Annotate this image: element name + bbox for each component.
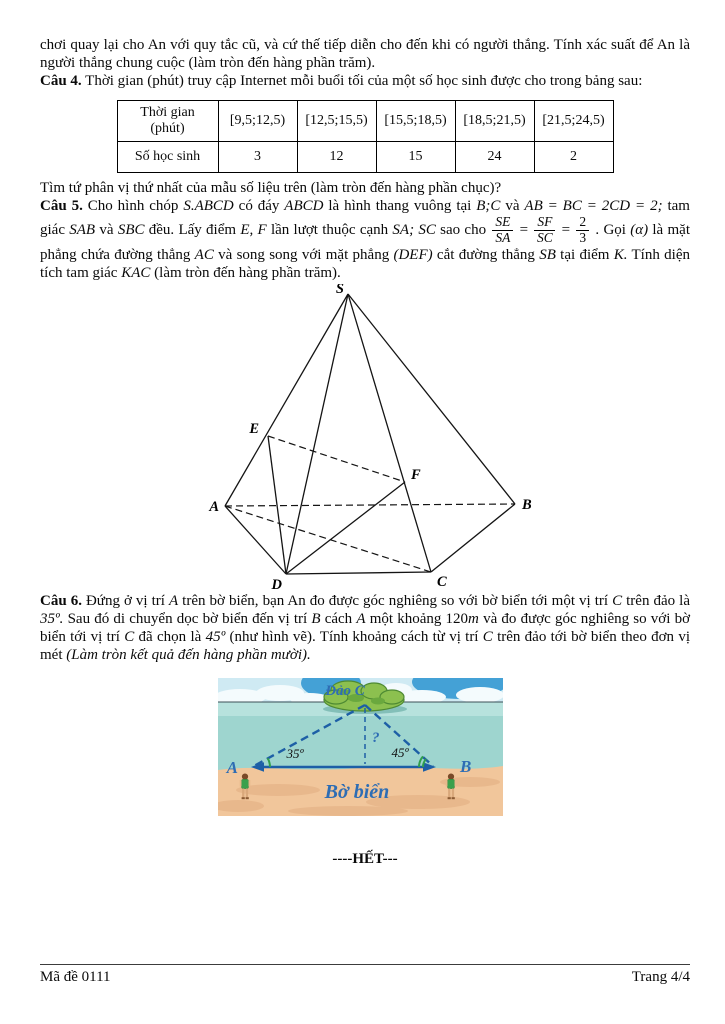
table-interval-cell: [18,5;21,5) — [455, 101, 534, 142]
angle-a-label: 35º — [286, 745, 304, 761]
page-footer — [40, 964, 690, 986]
page-content — [40, 36, 690, 868]
vertex-label-f: F — [411, 466, 421, 483]
table-count-cell: 3 — [218, 142, 297, 173]
table-interval-cell: [15,5;18,5) — [376, 101, 455, 142]
table-count-cell: 2 — [534, 142, 613, 173]
table-count-cell: 24 — [455, 142, 534, 173]
table-interval-cell: [9,5;12,5) — [218, 101, 297, 142]
beach-illustration — [218, 678, 690, 816]
table-header-label: Thời gian (phút) — [117, 101, 218, 142]
vertex-label-s: S — [335, 283, 344, 297]
vertex-label-c: C — [437, 573, 447, 590]
cau4-paragraph: Câu 4. Thời gian (phút) truy cập Internet mỗi buổi tối của một số học sinh được cho trong bảng sau: — [40, 73, 643, 89]
table-count-cell: 15 — [376, 142, 455, 173]
vertex-label-a: A — [209, 498, 219, 515]
island-label: Đảo C — [325, 682, 365, 699]
table-row — [117, 142, 613, 173]
table-row-label: Số học sinh — [117, 142, 218, 173]
question-mark-label: ? — [372, 729, 380, 746]
table-count-cell: 12 — [297, 142, 376, 173]
table-row — [117, 101, 613, 142]
page-number: Trang 4/4 — [631, 969, 690, 985]
angle-b-label: 45º — [391, 744, 409, 760]
vertex-label-b: B — [522, 496, 532, 513]
cau4-question: Tìm tứ phân vị thứ nhất của mẫu số liệu trên (làm tròn đến hàng phần chục)? — [40, 180, 502, 196]
point-a-label: A — [226, 757, 238, 777]
exam-code: Mã đề 0111 — [40, 969, 111, 985]
pyramid-figure — [195, 284, 690, 592]
beach-svg — [218, 678, 503, 816]
point-b-label: B — [460, 756, 472, 776]
shore-label: Bờ biển — [324, 780, 390, 803]
intro-paragraph: chơi quay lại cho An với quy tắc cũ, và cứ thế tiếp diễn cho đến khi có người thắng. Tính xác suất để An là người thắng chung cuộc (làm tròn đến hàng phần trăm). — [40, 37, 690, 71]
vertex-label-d: D — [271, 576, 282, 592]
cau6-paragraph: Câu 6. Đứng ở vị trí A trên bờ biển, bạn An đo được góc nghiêng so với bờ biển tới một vị trí C trên đảo là 35º. Sau đó di chuyển dọc bờ biển đến vị trí B cách A một khoảng 120m và đo được góc nghiêng so với bờ biển tới vị trí C đã chọn là 45º (như hình vẽ). Tính khoảng cách từ vị trí C trên đảo tới bờ biển theo đơn vị mét (Làm tròn kết quả đến hàng phần mười). — [40, 592, 691, 663]
table-interval-cell: [12,5;15,5) — [297, 101, 376, 142]
table-interval-cell: [21,5;24,5) — [534, 101, 613, 142]
pyramid-solid-edges — [225, 294, 515, 574]
vertex-label-e: E — [249, 420, 259, 437]
pyramid-dashed-edges — [225, 436, 515, 572]
pyramid-svg — [195, 284, 540, 592]
frequency-table — [117, 100, 614, 173]
cau5-paragraph: Câu 5. Cho hình chóp S.ABCD có đáy ABCD là hình thang vuông tại B;C và AB = BC = 2CD = 2; tam giác SAB và SBC đều. Lấy điểm E, F lần lượt thuộc cạnh SA; SC sao cho $\frac{SE}{SA}$ = $\frac{SF}{SC}$ = $\frac{2}{3}$ . Gọi (α) là mặt phẳng chứa đường thẳng AC và song song với mặt phẳng (DEF) cắt đường thẳng SB tại điểm K. Tính diện tích tam giác KAC (làm tròn đến hàng phần trăm). — [40, 198, 690, 281]
end-marker: ----HẾT--- — [332, 850, 398, 867]
